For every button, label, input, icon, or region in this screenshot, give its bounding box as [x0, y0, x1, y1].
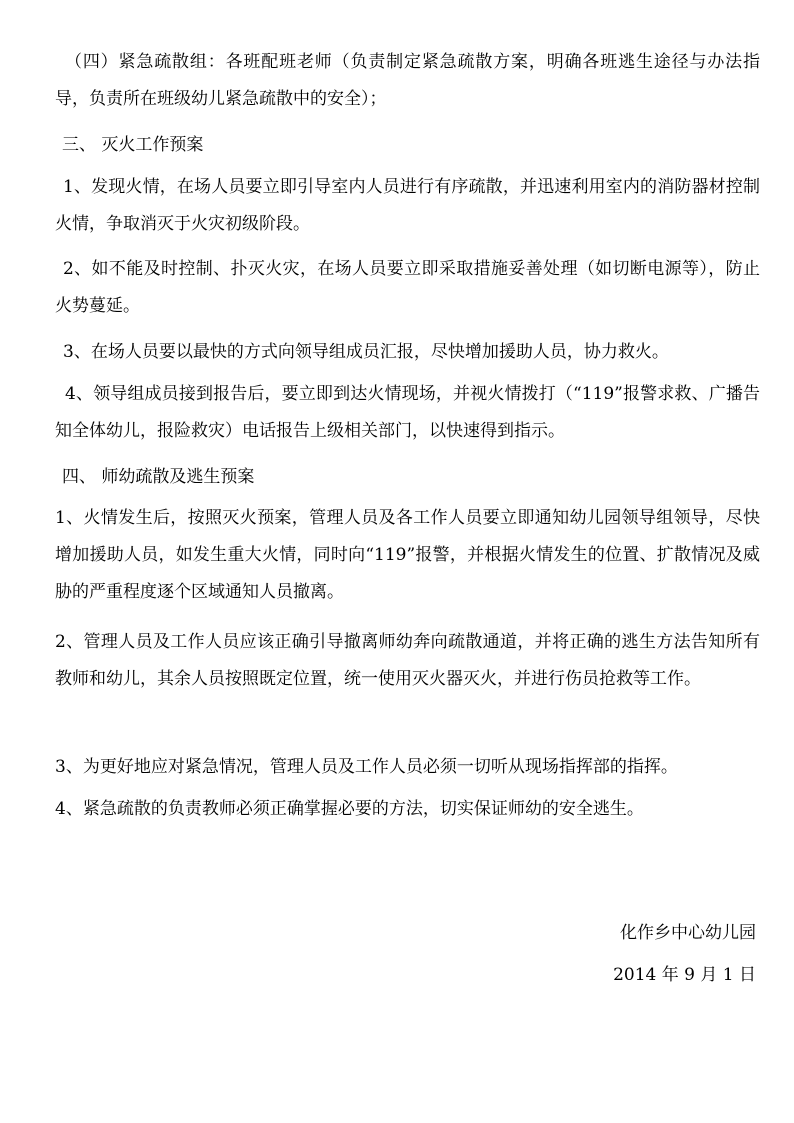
section-heading-fire-plan: 三、 灭火工作预案: [62, 135, 204, 155]
paragraph-fire-step-4: 4、领导组成员接到报告后，要立即到达火情现场，并视火情拨打（“119”报警求救、广播告知全体幼儿，报险救灾）电话报告上级相关部门，以快速得到指示。: [55, 384, 760, 441]
paragraph-escape-step-2: 2、管理人员及工作人员应该正确引导撤离师幼奔向疏散通道，并将正确的逃生方法告知所有教师和幼儿，其余人员按照既定位置，统一使用灭火器灭火，并进行伤员抢救等工作。: [55, 632, 760, 689]
paragraph-fire-step-1: 1、发现火情，在场人员要立即引导室内人员进行有序疏散，并迅速利用室内的消防器材控制火情，争取消灭于火灾初级阶段。: [55, 177, 760, 234]
signature-date: 2014 年 9 月 1 日: [613, 965, 756, 985]
paragraph-fire-step-3: 3、在场人员要以最快的方式向领导组成员汇报，尽快增加援助人员，协力救火。: [63, 342, 669, 362]
paragraph-fire-step-2: 2、如不能及时控制、扑灭火灾，在场人员要立即采取措施妥善处理（如切断电源等），防止火势蔓延。: [55, 259, 760, 316]
paragraph-escape-step-4: 4、紧急疏散的负责教师必须正确掌握必要的方法，切实保证师幼的安全逃生。: [55, 799, 644, 819]
signature-organization: 化作乡中心幼儿园: [620, 923, 756, 943]
section-heading-escape-plan: 四、 师幼疏散及逃生预案: [62, 467, 255, 487]
paragraph-escape-step-1: 1、火情发生后，按照灭火预案，管理人员及各工作人员要立即通知幼儿园领导组领导，尽快增加援助人员，如发生重大火情，同时向“119”报警，并根据火情发生的位置、扩散情况及威胁的严重程度逐个区域通知人员撤离。: [55, 508, 760, 602]
paragraph-evacuation-group: （四）紧急疏散组：各班配班老师（负责制定紧急疏散方案，明确各班逃生途径与办法指导，负责所在班级幼儿紧急疏散中的安全）；: [55, 52, 760, 109]
paragraph-escape-step-3: 3、为更好地应对紧急情况，管理人员及工作人员必须一切听从现场指挥部的指挥。: [55, 757, 678, 777]
